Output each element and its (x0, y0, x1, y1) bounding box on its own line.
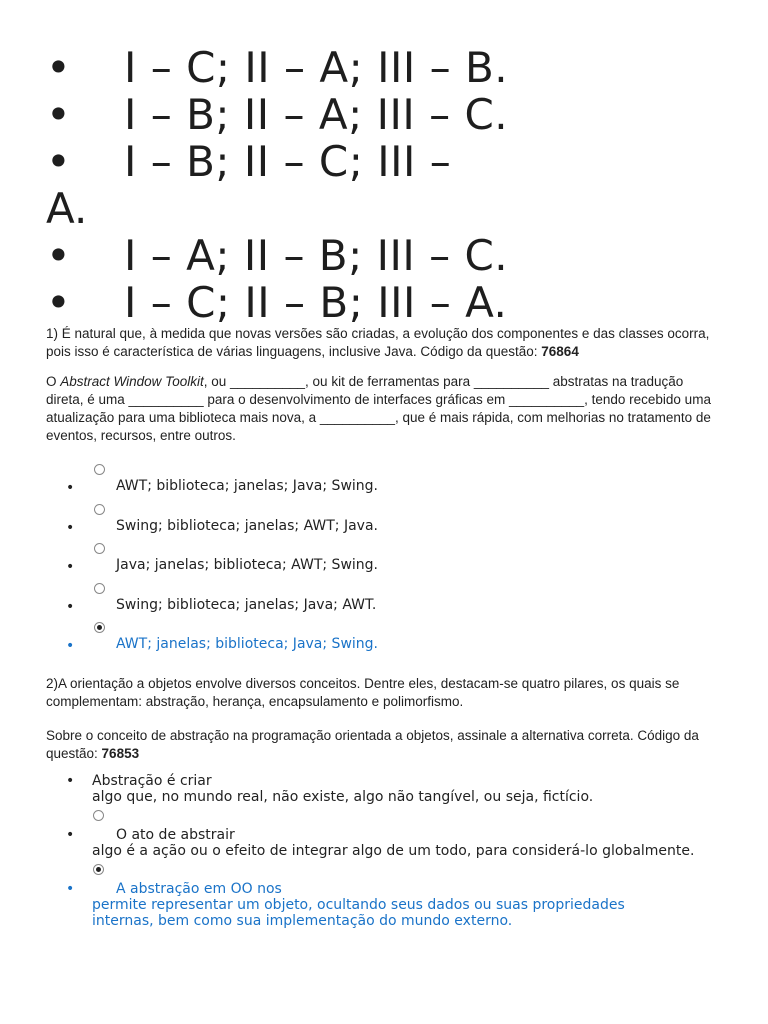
option-item: • I – B; II – C; III – (46, 137, 452, 186)
q1-code: 76864 (541, 344, 579, 359)
q1-option-selected[interactable]: • AWT; janelas; biblioteca; Java; Swing. (66, 622, 746, 662)
radio-button[interactable] (94, 504, 105, 515)
q1-statement: O Abstract Window Toolkit, ou __________, ou kit de ferramentas para __________ abstratas na tradução direta, é uma __________ para o desenvolvimento de interfaces gráficas em __________, tendo recebido uma atualização para uma biblioteca mais nova, a __________, que é mais rápida, com melhorias no tratamento de eventos, recursos, entre outros. (46, 374, 711, 443)
option-item: • I – C; II – B; III – A. (46, 278, 508, 327)
q2-code: 76853 (101, 746, 140, 761)
q1-intro: 1) É natural que, à medida que novas versões são criadas, a evolução dos componentes e das classes ocorra, pois isso é característica de várias linguagens, inclusive Java. Código da questão: 76864 (46, 326, 710, 359)
q2-statement: Sobre o conceito de abstração na programação orientada a objetos, assinale a alternativa correta. Código da questão: 76853 (46, 728, 699, 761)
radio-button-selected[interactable] (94, 622, 105, 633)
radio-button[interactable] (94, 543, 105, 554)
option-item-wrap: A. (46, 184, 88, 233)
q2-option-selected[interactable]: • A abstração em OO nos permite representar um objeto, ocultando seus dados ou suas propriedades internas, bem como sua implementação do mundo externo. (66, 881, 625, 929)
q2-options (66, 773, 746, 929)
q2-option[interactable]: • O ato de abstrair algo é a ação ou o efeito de integrar algo de um todo, para considerá-lo globalmente. (66, 827, 695, 859)
q1-option[interactable]: • Swing; biblioteca; janelas; AWT; Java. (66, 504, 746, 544)
radio-button[interactable] (94, 583, 105, 594)
radio-button[interactable] (94, 464, 105, 475)
q1-option[interactable]: • Java; janelas; biblioteca; AWT; Swing. (66, 543, 746, 583)
q1-options (66, 464, 746, 662)
option-item: • I – C; II – A; III – B. (46, 43, 509, 92)
radio-button[interactable] (93, 810, 104, 821)
q1-option[interactable]: • Swing; biblioteca; janelas; Java; AWT. (66, 583, 746, 623)
radio-button-selected[interactable] (93, 864, 104, 875)
q2-option[interactable]: • Abstração é criar algo que, no mundo real, não existe, algo não tangível, ou seja, fictício. (66, 773, 594, 805)
q2-intro: 2)A orientação a objetos envolve diversos conceitos. Dentre eles, destacam-se quatro pilares, os quais se complementam: abstração, herança, encapsulamento e polimorfismo. (46, 676, 680, 709)
option-item: • I – A; II – B; III – C. (46, 231, 509, 280)
q1-option[interactable]: • AWT; biblioteca; janelas; Java; Swing. (66, 464, 746, 504)
option-item: • I – B; II – A; III – C. (46, 90, 509, 139)
previous-question-options (46, 44, 746, 326)
